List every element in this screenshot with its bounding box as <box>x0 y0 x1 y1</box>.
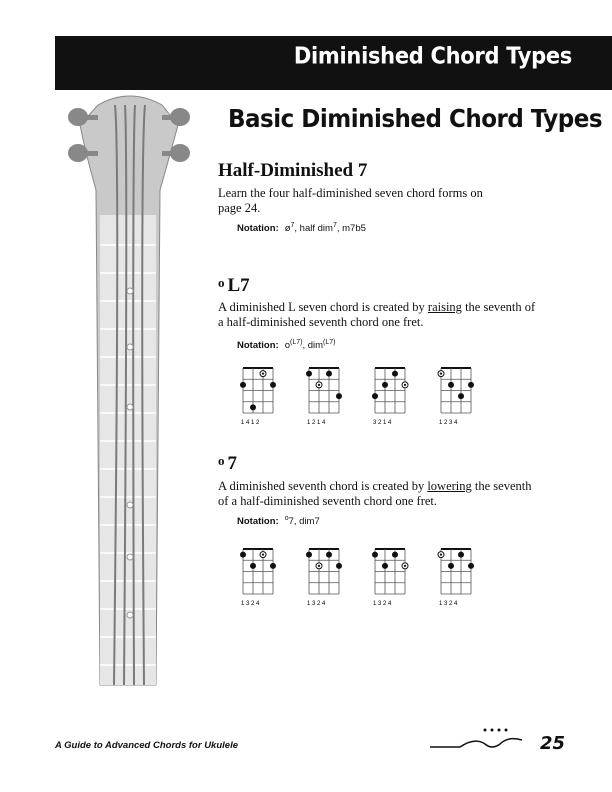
section-title-dim-7: $^o$ 7 <box>218 453 237 474</box>
chord-diagram <box>370 364 414 426</box>
main-title: Basic Diminished Chord Types <box>228 105 603 134</box>
chord-fingering: 1 3 2 4 <box>307 601 326 607</box>
section-text-dim-l7: A diminished L seven chord is created by raising the seventh of a half-diminished seventh chord one fret. <box>218 300 536 329</box>
finger-dot <box>392 371 398 377</box>
finger-dot <box>240 552 246 558</box>
chord-diagram <box>436 364 480 426</box>
chord-diagram <box>238 545 282 607</box>
finger-dot <box>468 563 474 569</box>
chord-fingering: 1 3 2 4 <box>439 601 458 607</box>
footer-book-title: A Guide to Advanced Chords for Ukulele <box>55 740 238 751</box>
finger-dot <box>448 382 454 388</box>
chord-fingering: 1 3 2 4 <box>241 601 260 607</box>
finger-dot <box>468 382 474 388</box>
chord-fingering: 1 4 1 2 <box>241 420 260 426</box>
finger-dot <box>270 563 276 569</box>
chord-fingering: 1 2 1 4 <box>307 420 326 426</box>
finger-dot <box>306 371 312 377</box>
section-text-dim-7: A diminished seventh chord is created by lowering the seventh of a half-diminished seventh chord one fret. <box>218 479 532 508</box>
finger-dot <box>448 563 454 569</box>
chord-fingering: 3 2 1 4 <box>373 420 392 426</box>
finger-dot <box>326 371 332 377</box>
chord-diagram <box>436 545 480 607</box>
finger-dot <box>372 552 378 558</box>
chord-fingering: 1 2 3 4 <box>439 420 458 426</box>
chord-diagram <box>304 364 348 426</box>
finger-dot <box>240 382 246 388</box>
finger-dot <box>458 552 464 558</box>
notation-half-diminished: Notation: $ø^7$, half dim$^7$, m7b5 <box>237 222 366 235</box>
ukulele-neck-illustration <box>60 95 200 695</box>
finger-dot <box>306 552 312 558</box>
finger-dot <box>336 393 342 399</box>
section-text-half-diminished: Learn the four half-diminished seven chord forms on page 24. <box>218 186 483 215</box>
chord-diagram <box>238 364 282 426</box>
finger-dot <box>382 563 388 569</box>
finger-dot <box>250 404 256 410</box>
notation-dim-7: Notation: $^o$7, dim7 <box>237 515 320 528</box>
finger-dot <box>372 393 378 399</box>
finger-dot <box>392 552 398 558</box>
page-number: 25 <box>540 733 566 754</box>
section-title-dim-l7: $^o$ L7 <box>218 275 250 296</box>
chord-diagram <box>370 545 414 607</box>
notation-label: Notation: <box>237 223 279 235</box>
notation-dim-l7: Notation: $o^{(L7)}$, dim$^{(L7)}$ <box>237 339 336 352</box>
finger-dot <box>336 563 342 569</box>
section-title-half-diminished: Half-Diminished 7 <box>218 160 368 181</box>
footer-ornament <box>430 722 525 752</box>
finger-dot <box>326 552 332 558</box>
header-bar <box>55 36 612 90</box>
chord-diagram <box>304 545 348 607</box>
chord-fingering: 1 3 2 4 <box>373 601 392 607</box>
finger-dot <box>382 382 388 388</box>
finger-dot <box>270 382 276 388</box>
header-title: Diminished Chord Types <box>293 42 572 70</box>
finger-dot <box>250 563 256 569</box>
finger-dot <box>458 393 464 399</box>
